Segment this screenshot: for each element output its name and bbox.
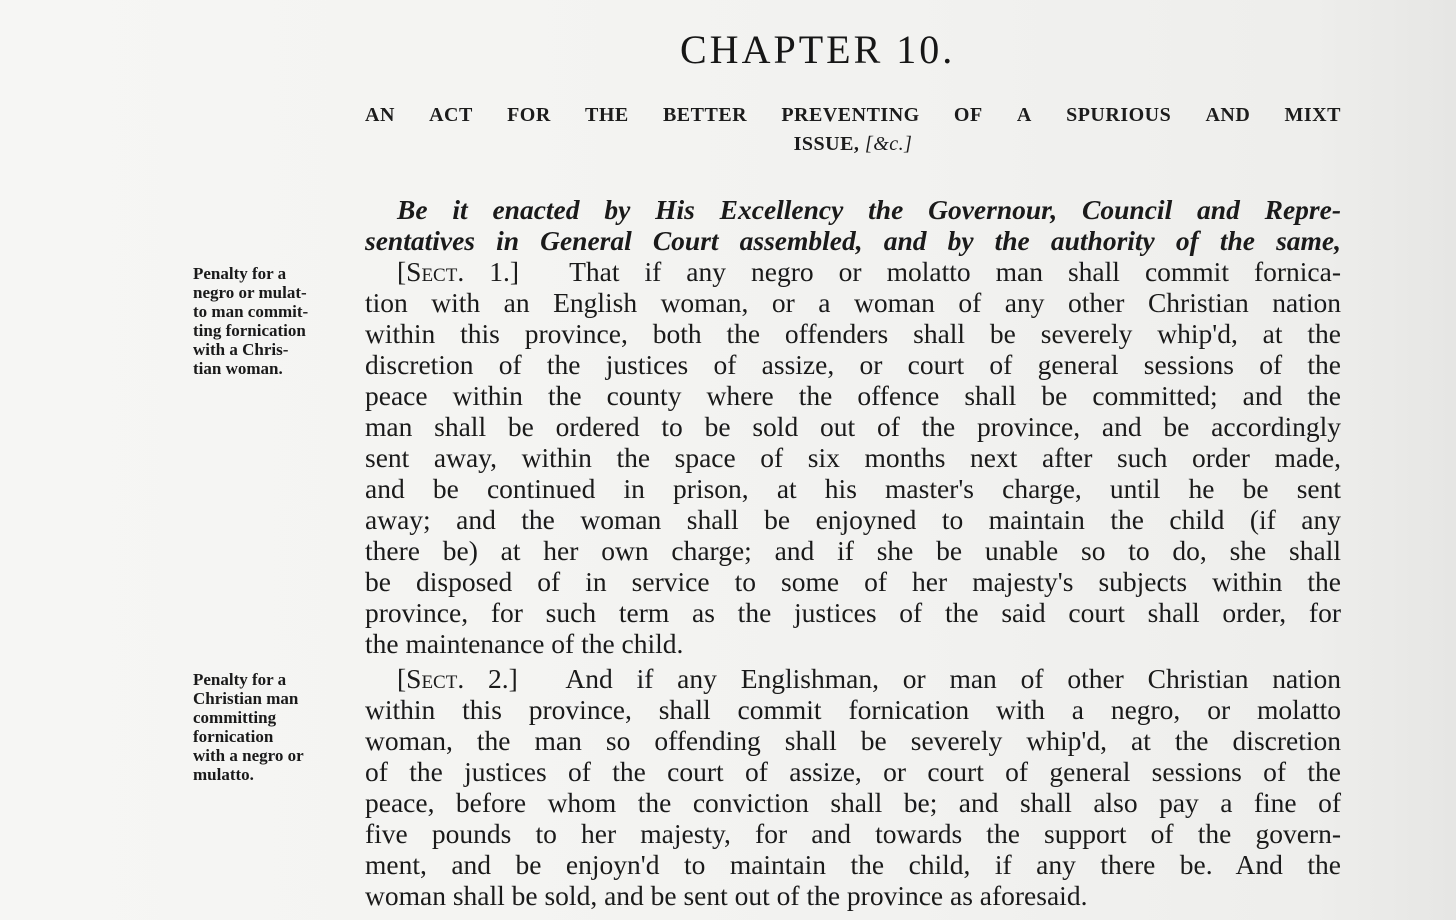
section-1-line: province, for such term as the justices of the said court shall order, for [365, 597, 1341, 628]
section-2-line: woman, the man so offending shall be severely whip'd, at the discretion [365, 725, 1341, 756]
act-title-word: A [1016, 104, 1032, 126]
margin-note-line: tian woman. [193, 359, 283, 378]
section-1-line: That if any negro or molatto man shall commit fornica- [569, 256, 1342, 287]
margin-note-line: mulatto. [193, 765, 254, 784]
act-title-word: MIXT [1284, 104, 1341, 126]
section-1-line: within this province, both the offenders shall be severely whip'd, at the [365, 318, 1341, 349]
act-title-word: FOR [507, 104, 551, 126]
chapter-title: CHAPTER 10. [680, 27, 956, 72]
section-1-line: peace within the county where the offence shall be committed; and the [365, 380, 1341, 411]
margin-note-section-1 [193, 264, 358, 378]
act-title-word: OF [953, 104, 983, 126]
margin-note-line: negro or mulat- [193, 283, 307, 302]
section-1-first-line [365, 256, 1341, 287]
margin-note-line: fornication [193, 727, 274, 746]
section-1-line: there be) at her own charge; and if she be unable so to do, she shall [365, 535, 1341, 566]
margin-note-line: to man commit- [193, 302, 309, 321]
section-2-line: And if any Englishman, or man of other Christian nation [565, 663, 1341, 694]
act-title-word: BETTER [662, 104, 748, 126]
section-2-line: peace, before whom the conviction shall be; and shall also pay a fine of [365, 787, 1341, 818]
margin-note-section-2 [193, 670, 358, 784]
act-title-word: AND [1205, 104, 1251, 126]
section-2-line: woman shall be sold, and be sent out of the province as aforesaid. [365, 880, 1088, 911]
section-2-line: within this province, shall commit fornication with a negro, or molatto [365, 694, 1341, 725]
act-title-etc: [&c.] [864, 133, 913, 155]
section-1-line: sent away, within the space of six months next after such order made, [365, 442, 1341, 473]
margin-note-line: Penalty for a [193, 264, 287, 283]
margin-note-line: with a Chris- [193, 340, 289, 359]
margin-note-line: ting fornication [193, 321, 306, 340]
section-2-line: five pounds to her majesty, for and towards the support of the govern- [365, 818, 1341, 849]
section-1-line: the maintenance of the child. [365, 628, 684, 659]
act-title-word: ACT [429, 104, 473, 126]
section-1-line: tion with an English woman, or a woman of any other Christian nation [365, 287, 1341, 318]
section-2-label: [Sect. 2.] [397, 663, 518, 694]
section-2-line: ment, and be enjoyn'd to maintain the child, if any there be. And the [365, 849, 1341, 880]
enacting-line: sentatives in General Court assembled, and by the authority of the same, [365, 225, 1341, 256]
enacting-line: Be it enacted by His Excellency the Governour, Council and Repre- [397, 194, 1341, 225]
act-title [365, 101, 1341, 159]
section-2 [365, 663, 1341, 911]
act-title-word: AN [365, 104, 395, 126]
margin-note-line: committing [193, 708, 277, 727]
section-1-label: [Sect. 1.] [397, 256, 520, 287]
act-title-word: SPURIOUS [1066, 104, 1172, 126]
section-1-line: be disposed of in service to some of her majesty's subjects within the [365, 566, 1341, 597]
act-title-word: PREVENTING [781, 104, 920, 126]
section-1-line: and be continued in prison, at his master's charge, until he be sent [365, 473, 1341, 504]
section-1-line: discretion of the justices of assize, or court of general sessions of the [365, 349, 1341, 380]
section-1 [365, 256, 1341, 659]
section-1-line: man shall be ordered to be sold out of the province, and be accordingly [365, 411, 1341, 442]
act-title-line-1 [365, 101, 1341, 130]
margin-note-line: with a negro or [193, 746, 304, 765]
section-2-first-line [365, 663, 1341, 694]
section-2-line: of the justices of the court of assize, or court of general sessions of the [365, 756, 1341, 787]
act-title-word: THE [585, 104, 629, 126]
margin-note-line: Christian man [193, 689, 299, 708]
margin-note-line: Penalty for a [193, 670, 287, 689]
act-title-line-2 [365, 130, 1341, 159]
enacting-clause [365, 194, 1341, 256]
act-title-issue: ISSUE, [793, 133, 860, 155]
section-1-line: away; and the woman shall be enjoyned to maintain the child (if any [365, 504, 1341, 535]
